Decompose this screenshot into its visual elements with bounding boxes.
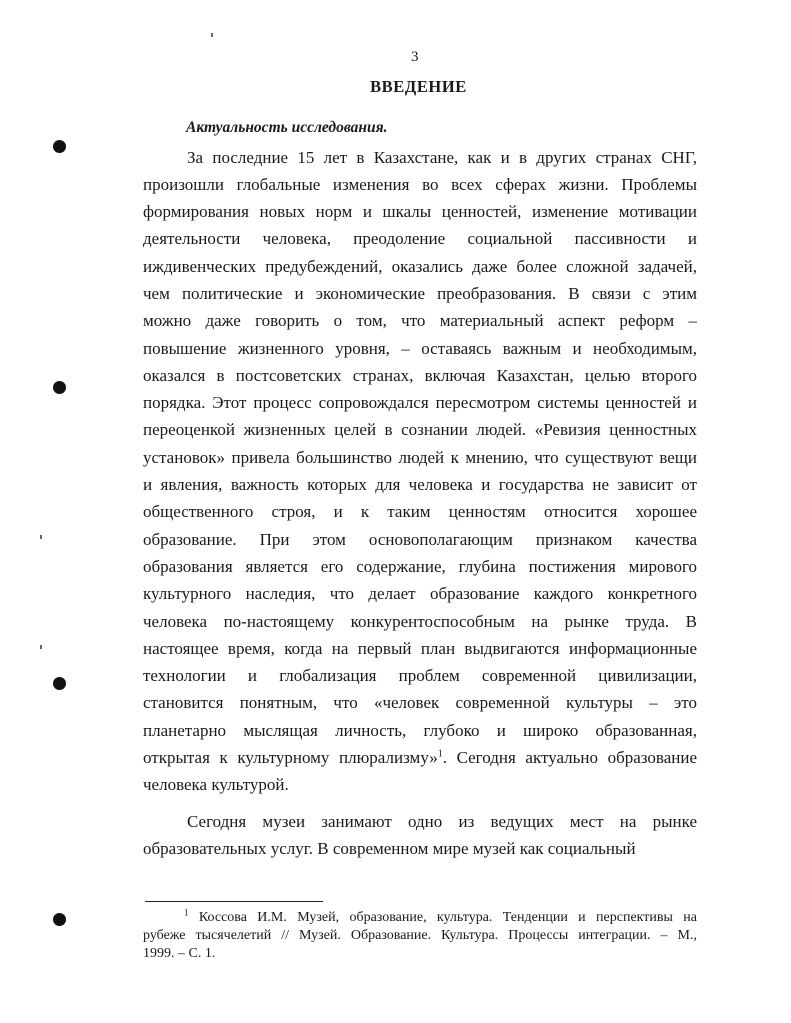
footnote-line: рубеже тысячелетий // Музей. Образование. Культура. Процессы интеграции. – М., bbox=[143, 928, 697, 943]
text-line: формирования новых норм и шкалы ценностей, изменение мотивации bbox=[143, 202, 697, 221]
text-line: иждивенческих предубеждений, оказались даже более сложной задачей, bbox=[143, 257, 697, 276]
text-line bbox=[143, 747, 697, 769]
text-line: оказался в постсоветских странах, включая Казахстан, целью второго bbox=[143, 366, 697, 385]
text-line: общественного строя, и к таким ценностям относится хорошее bbox=[143, 502, 697, 521]
page-title: ВВЕДЕНИЕ bbox=[370, 77, 467, 96]
section-subheading: Актуальность исследования. bbox=[186, 119, 388, 136]
text-line: образование. При этом основополагающим признаком качества bbox=[143, 530, 697, 549]
text-fragment: открытая к культурному плюрализму» bbox=[143, 748, 438, 767]
punch-hole-mark bbox=[53, 677, 66, 690]
footnote-text: Коссова И.М. Музей, образование, культура. Тенденции и перспективы на bbox=[198, 910, 697, 925]
text-line: технологии и глобализация проблем современной цивилизации, bbox=[143, 666, 697, 685]
text-line: произошли глобальные изменения во всех сферах жизни. Проблемы bbox=[143, 175, 697, 194]
text-line: За последние 15 лет в Казахстане, как и в других странах СНГ, bbox=[187, 148, 697, 167]
footnote-line: 1999. – С. 1. bbox=[143, 946, 216, 961]
text-line: человека по-настоящему конкурентоспособным на рынке труда. В bbox=[143, 612, 697, 631]
text-line: и явления, важность которых для человека и государства не зависит от bbox=[143, 475, 697, 494]
footnote-line bbox=[184, 909, 697, 927]
scan-speck bbox=[211, 33, 213, 37]
text-line: порядка. Этот процесс сопровождался пересмотром системы ценностей и bbox=[143, 393, 697, 412]
text-line: человека культурой. bbox=[143, 775, 289, 794]
text-line: становится понятным, что «человек современной культуры – это bbox=[143, 693, 697, 712]
text-line: повышение жизненного уровня, – оставаясь важным и необходимым, bbox=[143, 339, 697, 358]
page-number: 3 bbox=[411, 49, 419, 65]
text-line: чем политические и экономические преобразования. В связи с этим bbox=[143, 284, 697, 303]
text-line: деятельности человека, преодоление социальной пассивности и bbox=[143, 229, 697, 248]
text-line: настоящее время, когда на первый план выдвигаются информационные bbox=[143, 639, 697, 658]
punch-hole-mark bbox=[53, 140, 66, 153]
text-fragment: . Сегодня актуально образование bbox=[442, 748, 697, 767]
text-line: планетарно мыслящая личность, глубоко и широко образованная, bbox=[143, 721, 697, 740]
text-line: образовательных услуг. В современном мире музей как социальный bbox=[143, 839, 636, 858]
text-line: установок» привела большинство людей к мнению, что существуют вещи bbox=[143, 448, 697, 467]
scan-speck bbox=[40, 535, 42, 539]
text-line: переоценкой жизненных целей в сознании людей. «Ревизия ценностных bbox=[143, 420, 697, 439]
scan-speck bbox=[40, 645, 42, 649]
text-line: культурного наследия, что делает образование каждого конкретного bbox=[143, 584, 697, 603]
punch-hole-mark bbox=[53, 381, 66, 394]
footnote-marker: 1 bbox=[184, 907, 189, 918]
footnote-rule bbox=[145, 901, 323, 902]
punch-hole-mark bbox=[53, 913, 66, 926]
text-line: образования является его содержание, глубина постижения мирового bbox=[143, 557, 697, 576]
text-line: можно даже говорить о том, что материальный аспект реформ – bbox=[143, 311, 697, 330]
footnote-reference[interactable]: 1 bbox=[437, 748, 443, 760]
text-line: Сегодня музеи занимают одно из ведущих мест на рынке bbox=[187, 812, 697, 831]
